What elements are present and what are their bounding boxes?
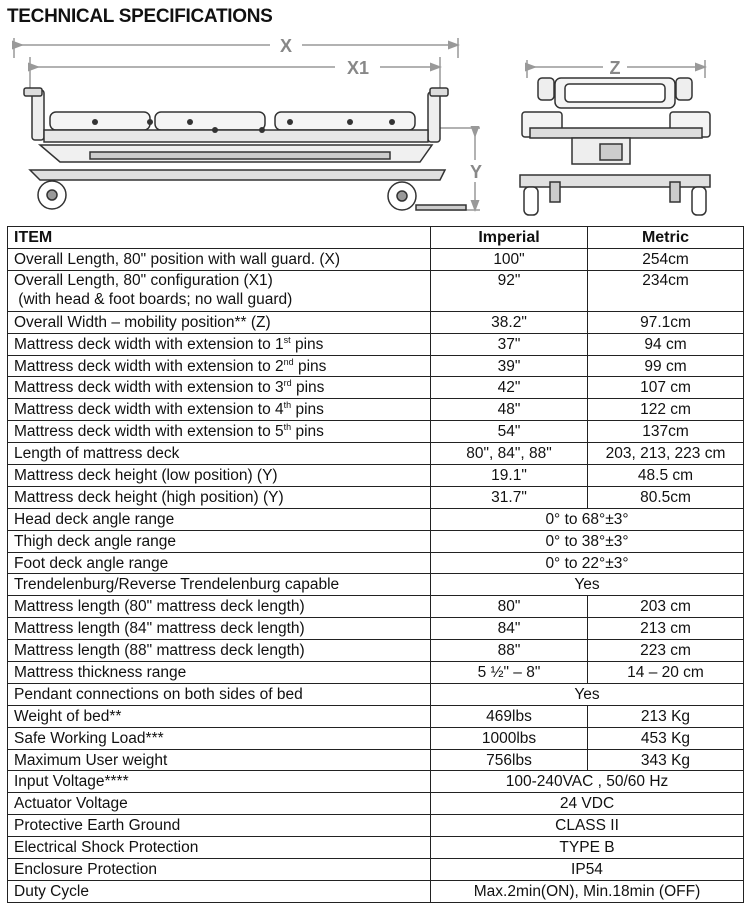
table-row (8, 270, 744, 311)
page-title: TECHNICAL SPECIFICATIONS (7, 6, 273, 27)
table-header-row (8, 227, 744, 249)
spec-value-cell: Yes (431, 683, 744, 705)
ordinal-suffix: st (283, 334, 291, 345)
table-row (8, 880, 744, 902)
spec-item-text: Mattress deck height (low position) (Y) (14, 466, 278, 484)
spec-metric-cell: 99 cm (588, 355, 744, 377)
spec-item-text: Head deck angle range (14, 510, 175, 528)
spec-item-cell (8, 270, 431, 311)
spec-item-cell (8, 486, 431, 508)
spec-item-cell (8, 333, 431, 355)
spec-imperial-cell: 37" (431, 333, 588, 355)
spec-item-text: Trendelenburg/Reverse Trendelenburg capable (14, 576, 340, 594)
spec-metric-cell: 97.1cm (588, 311, 744, 333)
spec-item-cell (8, 815, 431, 837)
spec-item-text: Electrical Shock Protection (14, 839, 199, 857)
spec-imperial-cell: 38.2" (431, 311, 588, 333)
spec-item-text: Overall Width – mobility position** (Z) (14, 313, 271, 331)
bed-side-view (24, 88, 466, 210)
spec-item-text: Mattress deck width with extension to 5 (14, 423, 284, 441)
spec-metric-cell: 94 cm (588, 333, 744, 355)
spec-item-cell (8, 248, 431, 270)
table-row (8, 465, 744, 487)
header-item: ITEM (8, 227, 431, 249)
spec-metric-cell: 122 cm (588, 399, 744, 421)
table-row (8, 618, 744, 640)
spec-value-cell: 24 VDC (431, 793, 744, 815)
spec-item-text: Mattress deck width with extension to 4 (14, 401, 284, 419)
spec-item-text: Thigh deck angle range (14, 532, 177, 550)
spec-item-text: Protective Earth Ground (14, 817, 181, 835)
spec-value-cell: TYPE B (431, 837, 744, 859)
spec-item-cell (8, 574, 431, 596)
spec-metric-cell: 203, 213, 223 cm (588, 443, 744, 465)
spec-value-cell: Max.2min(ON), Min.18min (OFF) (431, 880, 744, 902)
spec-value-cell: CLASS II (431, 815, 744, 837)
spec-item-cell (8, 662, 431, 684)
spec-value-cell: 0° to 38°±3° (431, 530, 744, 552)
ordinal-suffix: th (283, 422, 292, 433)
table-row (8, 749, 744, 771)
table-row (8, 662, 744, 684)
table-row (8, 793, 744, 815)
spec-metric-cell: 223 cm (588, 640, 744, 662)
spec-item-text: Mattress deck width with extension to 3 (14, 379, 284, 397)
spec-item-cell (8, 508, 431, 530)
dimension-x-label: X (279, 36, 293, 56)
spec-item-text-suffix: pins (290, 335, 324, 353)
spec-item-cell (8, 771, 431, 793)
spec-item-text: Foot deck angle range (14, 554, 169, 572)
spec-value-cell: Yes (431, 574, 744, 596)
spec-item-text: Mattress length (88" mattress deck length) (14, 642, 305, 660)
spec-imperial-cell: 5 ½" – 8" (431, 662, 588, 684)
spec-imperial-cell: 84" (431, 618, 588, 640)
specifications-table (7, 226, 744, 903)
spec-item-cell (8, 749, 431, 771)
spec-imperial-cell: 48" (431, 399, 588, 421)
dimension-x-line (14, 38, 458, 58)
spec-item-text: Weight of bed** (14, 707, 122, 725)
dimension-y-label: Y (469, 162, 483, 182)
table-row (8, 705, 744, 727)
table-row (8, 333, 744, 355)
spec-metric-cell: 213 Kg (588, 705, 744, 727)
spec-item-text: Safe Working Load*** (14, 729, 164, 747)
spec-value-cell: 0° to 68°±3° (431, 508, 744, 530)
spec-item-text: Actuator Voltage (14, 795, 128, 813)
spec-item-cell (8, 880, 431, 902)
spec-item-cell (8, 421, 431, 443)
spec-item-cell (8, 596, 431, 618)
spec-metric-cell: 107 cm (588, 377, 744, 399)
spec-item-text: Maximum User weight (14, 751, 168, 769)
table-row (8, 421, 744, 443)
spec-imperial-cell: 31.7" (431, 486, 588, 508)
spec-item-text: Overall Length, 80" configuration (X1) (14, 271, 273, 289)
spec-item-text: Pendant connections on both sides of bed (14, 685, 303, 703)
spec-item-text-suffix: pins (293, 357, 327, 375)
dimension-x1-line (30, 57, 440, 90)
spec-item-text: Mattress deck height (high position) (Y) (14, 488, 284, 506)
table-row (8, 574, 744, 596)
spec-item-text-suffix: pins (291, 379, 325, 397)
spec-item-text: Enclosure Protection (14, 860, 158, 878)
spec-item-text: Mattress length (84" mattress deck length) (14, 620, 305, 638)
table-row (8, 311, 744, 333)
spec-metric-cell: 80.5cm (588, 486, 744, 508)
table-row (8, 771, 744, 793)
spec-imperial-cell: 92" (431, 270, 588, 311)
table-row (8, 683, 744, 705)
spec-item-text-suffix: pins (291, 401, 324, 419)
header-imperial: Imperial (431, 227, 588, 249)
ordinal-suffix: th (283, 400, 292, 411)
spec-metric-cell: 343 Kg (588, 749, 744, 771)
spec-metric-cell: 203 cm (588, 596, 744, 618)
spec-metric-cell: 254cm (588, 248, 744, 270)
spec-value-cell: IP54 (431, 859, 744, 881)
table-row (8, 399, 744, 421)
table-row (8, 640, 744, 662)
spec-imperial-cell: 1000lbs (431, 727, 588, 749)
spec-item-cell (8, 727, 431, 749)
table-row (8, 596, 744, 618)
spec-imperial-cell: 80", 84", 88" (431, 443, 588, 465)
table-row (8, 486, 744, 508)
spec-metric-cell: 213 cm (588, 618, 744, 640)
spec-metric-cell: 453 Kg (588, 727, 744, 749)
ordinal-suffix: nd (283, 356, 294, 367)
spec-item-text-line2: (with head & foot boards; no wall guard) (14, 290, 293, 308)
spec-item-cell (8, 399, 431, 421)
spec-item-text: Length of mattress deck (14, 445, 180, 463)
spec-imperial-cell: 54" (431, 421, 588, 443)
spec-metric-cell: 48.5 cm (588, 465, 744, 487)
spec-item-cell (8, 859, 431, 881)
dimension-z-label: Z (609, 58, 621, 78)
header-metric: Metric (588, 227, 744, 249)
spec-item-cell (8, 465, 431, 487)
spec-imperial-cell: 756lbs (431, 749, 588, 771)
spec-item-cell (8, 311, 431, 333)
spec-item-cell (8, 377, 431, 399)
table-row (8, 508, 744, 530)
ordinal-suffix: rd (283, 378, 292, 389)
spec-item-text: Mattress deck width with extension to 2 (14, 357, 284, 375)
table-row (8, 248, 744, 270)
spec-item-cell (8, 640, 431, 662)
spec-metric-cell: 234cm (588, 270, 744, 311)
spec-item-text: Mattress deck width with extension to 1 (14, 335, 284, 353)
table-row (8, 530, 744, 552)
spec-value-cell: 100-240VAC , 50/60 Hz (431, 771, 744, 793)
spec-item-text: Duty Cycle (14, 882, 89, 900)
spec-item-cell (8, 618, 431, 640)
spec-imperial-cell: 19.1" (431, 465, 588, 487)
spec-item-cell (8, 552, 431, 574)
spec-item-text: Input Voltage**** (14, 773, 129, 791)
table-row (8, 727, 744, 749)
spec-item-text: Overall Length, 80" position with wall guard. (X) (14, 250, 340, 268)
spec-item-cell (8, 355, 431, 377)
bed-dimension-diagram (0, 30, 750, 225)
table-row (8, 552, 744, 574)
spec-imperial-cell: 88" (431, 640, 588, 662)
spec-imperial-cell: 100" (431, 248, 588, 270)
dimension-x1-label: X1 (346, 58, 370, 78)
table-row (8, 355, 744, 377)
spec-metric-cell: 137cm (588, 421, 744, 443)
table-row (8, 837, 744, 859)
spec-item-text: Mattress length (80" mattress deck length) (14, 598, 305, 616)
spec-imperial-cell: 42" (431, 377, 588, 399)
spec-metric-cell: 14 – 20 cm (588, 662, 744, 684)
spec-imperial-cell: 39" (431, 355, 588, 377)
table-row (8, 377, 744, 399)
spec-item-cell (8, 683, 431, 705)
spec-imperial-cell: 80" (431, 596, 588, 618)
spec-item-text: Mattress thickness range (14, 663, 187, 681)
spec-value-cell: 0° to 22°±3° (431, 552, 744, 574)
spec-item-cell (8, 705, 431, 727)
spec-item-cell (8, 443, 431, 465)
spec-item-cell (8, 793, 431, 815)
table-row (8, 859, 744, 881)
table-row (8, 443, 744, 465)
bed-front-view (520, 78, 710, 215)
spec-item-cell (8, 530, 431, 552)
spec-imperial-cell: 469lbs (431, 705, 588, 727)
spec-item-cell (8, 837, 431, 859)
table-row (8, 815, 744, 837)
spec-item-text-suffix: pins (291, 423, 324, 441)
